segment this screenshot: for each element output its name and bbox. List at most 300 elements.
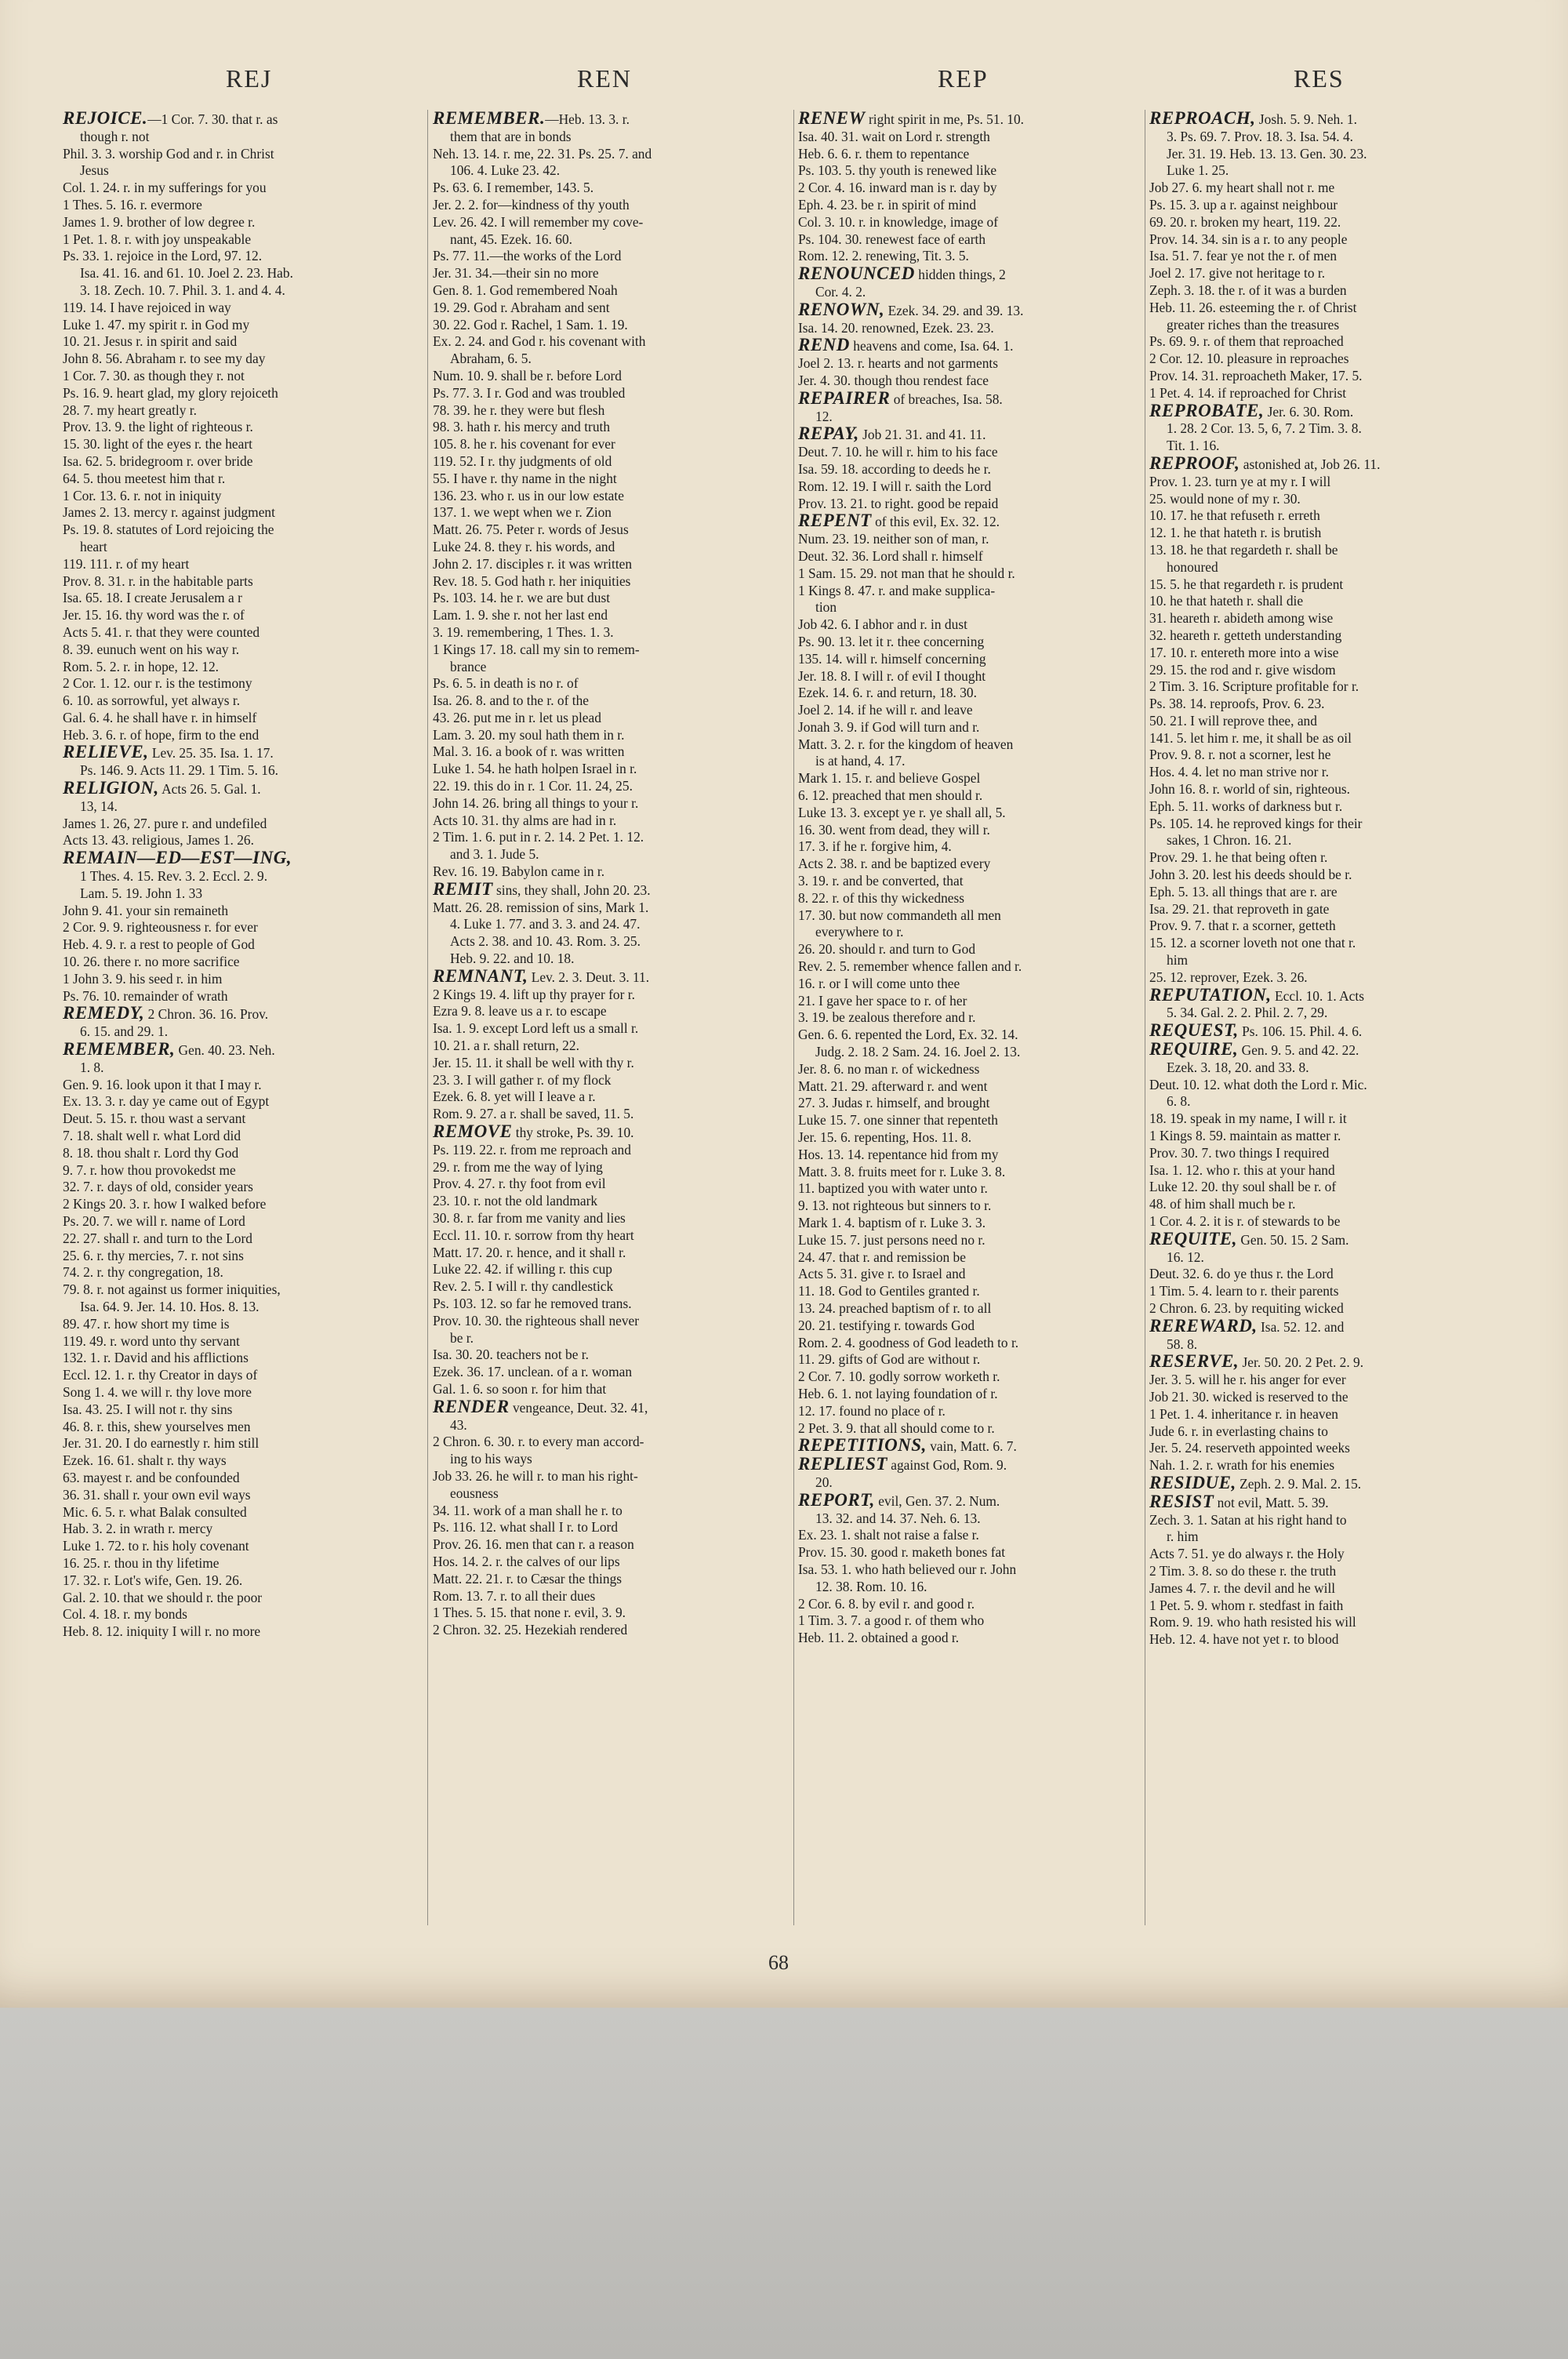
concordance-line: 32. 7. r. days of old, consider years xyxy=(63,1179,253,1195)
concordance-line: RESIST not evil, Matt. 5. 39. xyxy=(1149,1492,1329,1511)
concordance-line: Gal. 1. 6. so soon r. for him that xyxy=(433,1380,607,1397)
concordance-line: 1 John 3. 9. his seed r. in him xyxy=(63,970,223,987)
concordance-line: Ps. 105. 14. he reproved kings for their xyxy=(1149,815,1363,831)
concordance-line: 106. 4. Luke 23. 42. xyxy=(450,162,561,179)
concordance-line: Rom. 12. 19. I will r. saith the Lord xyxy=(798,478,992,494)
concordance-line: John 2. 17. disciples r. it was written xyxy=(433,555,633,572)
concordance-line: 135. 14. will r. himself concerning xyxy=(798,650,986,667)
concordance-line: 10. 21. Jesus r. in spirit and said xyxy=(63,333,238,350)
concordance-line: Deut. 32. 6. do ye thus r. the Lord xyxy=(1149,1266,1334,1282)
concordance-line: 17. 10. r. entereth more into a wise xyxy=(1149,644,1339,660)
concordance-line: 13, 14. xyxy=(80,798,118,814)
concordance-line: 10. he that hateth r. shall die xyxy=(1149,593,1304,609)
concordance-column-2 xyxy=(433,110,787,1937)
concordance-line: 119. 14. I have rejoiced in way xyxy=(63,299,231,315)
concordance-line: Eph. 5. 11. works of darkness but r. xyxy=(1149,798,1343,814)
concordance-line: Isa. 53. 1. who hath believed our r. John xyxy=(798,1561,1017,1577)
concordance-line: 26. 20. should r. and turn to God xyxy=(798,941,976,958)
concordance-line: him xyxy=(1167,952,1189,969)
concordance-line: 6. 12. preached that men should r. xyxy=(798,787,983,804)
column-rule xyxy=(427,110,428,1925)
concordance-line: REPUTATION, Eccl. 10. 1. Acts xyxy=(1149,986,1365,1005)
concordance-line: 119. 111. r. of my heart xyxy=(63,555,190,572)
concordance-line: though r. not xyxy=(80,128,150,144)
concordance-line: 12. 17. found no place of r. xyxy=(798,1402,946,1419)
concordance-line: Jer. 5. 24. reserveth appointed weeks xyxy=(1149,1440,1350,1456)
concordance-line: Tit. 1. 16. xyxy=(1167,438,1220,454)
concordance-line: Hab. 3. 2. in wrath r. mercy xyxy=(63,1521,213,1537)
concordance-line: Lam. 1. 9. she r. not her last end xyxy=(433,607,608,623)
concordance-line: 89. 47. r. how short my time is xyxy=(63,1315,230,1332)
concordance-line: 9. 7. r. how thou provokedst me xyxy=(63,1161,236,1178)
concordance-line: RENEW right spirit in me, Ps. 51. 10. xyxy=(798,110,1025,128)
concordance-line: 2 Cor. 4. 16. inward man is r. day by xyxy=(798,180,997,196)
concordance-line: Heb. 3. 6. r. of hope, firm to the end xyxy=(63,726,260,743)
concordance-line: 1 Thes. 5. 15. that none r. evil, 3. 9. xyxy=(433,1605,626,1621)
concordance-line: 2 Pet. 3. 9. that all should come to r. xyxy=(798,1419,995,1436)
concordance-line: REPROACH, Josh. 5. 9. Neh. 1. xyxy=(1149,110,1357,128)
concordance-line: 17. 32. r. Lot's wife, Gen. 19. 26. xyxy=(63,1572,243,1588)
concordance-line: REPENT of this evil, Ex. 32. 12. xyxy=(798,512,1000,531)
concordance-line: Prov. 10. 30. the righteous shall never xyxy=(433,1312,640,1329)
concordance-line: 13. 24. preached baptism of r. to all xyxy=(798,1299,992,1316)
concordance-line: Heb. 6. 6. r. them to repentance xyxy=(798,145,970,162)
concordance-line: 1 Tim. 3. 7. a good r. of them who xyxy=(798,1612,985,1629)
concordance-line: Luke 12. 20. thy soul shall be r. of xyxy=(1149,1179,1337,1195)
concordance-line: Luke 15. 7. one sinner that repenteth xyxy=(798,1112,998,1129)
concordance-line: Rom. 2. 4. goodness of God leadeth to r. xyxy=(798,1334,1019,1350)
concordance-line: Prov. 14. 34. sin is a r. to any people xyxy=(1149,231,1348,247)
concordance-line: Lev. 26. 42. I will remember my cove- xyxy=(433,213,644,230)
concordance-line: 7. 18. shalt well r. what Lord did xyxy=(63,1128,241,1144)
headword: REPLIEST xyxy=(798,1456,887,1474)
concordance-column-3 xyxy=(798,110,1152,1937)
concordance-line: Matt. 22. 21. r. to Cæsar the things xyxy=(433,1570,622,1587)
concordance-line: REPROBATE, Jer. 6. 30. Rom. xyxy=(1149,402,1354,420)
concordance-line: Matt. 3. 8. fruits meet for r. Luke 3. 8. xyxy=(798,1163,1006,1180)
concordance-line: Prov. 14. 31. reproacheth Maker, 17. 5. xyxy=(1149,367,1363,383)
concordance-line: 55. I have r. thy name in the night xyxy=(433,470,617,486)
concordance-line: Ezek. 16. 61. shalt r. thy ways xyxy=(63,1452,227,1469)
headword: REQUIRE, xyxy=(1149,1041,1239,1060)
concordance-line: Ps. 104. 30. renewest face of earth xyxy=(798,231,986,247)
concordance-line: REPAY, Job 21. 31. and 41. 11. xyxy=(798,425,986,444)
headword: REMEMBER. xyxy=(433,110,546,128)
concordance-line: James 2. 13. mercy r. against judgment xyxy=(63,504,275,521)
concordance-line: REND heavens and come, Isa. 64. 1. xyxy=(798,336,1014,355)
concordance-line: eousness xyxy=(450,1485,499,1501)
concordance-line: Cor. 4. 2. xyxy=(815,283,866,300)
concordance-line: 141. 5. let him r. me, it shall be as oil xyxy=(1149,729,1352,746)
concordance-line: 1 Thes. 5. 16. r. evermore xyxy=(63,196,202,213)
concordance-line: 8. 39. eunuch went on his way r. xyxy=(63,641,240,657)
concordance-line: REMEMBER, Gen. 40. 23. Neh. xyxy=(63,1041,275,1060)
concordance-line: Jer. 2. 2. for—kindness of thy youth xyxy=(433,196,630,213)
concordance-line: REMNANT, Lev. 2. 3. Deut. 3. 11. xyxy=(433,967,650,986)
concordance-line: 8. 18. thou shalt r. Lord thy God xyxy=(63,1144,239,1161)
concordance-line: and 3. 1. Jude 5. xyxy=(450,846,539,863)
concordance-line: John 3. 20. lest his deeds should be r. xyxy=(1149,867,1352,883)
concordance-line: Jesus xyxy=(80,162,109,179)
concordance-line: Deut. 32. 36. Lord shall r. himself xyxy=(798,547,983,564)
concordance-line: Ps. 119. 22. r. from me reproach and xyxy=(433,1141,631,1158)
concordance-line: 30. 8. r. far from me vanity and lies xyxy=(433,1210,626,1226)
concordance-line: Isa. 14. 20. renowned, Ezek. 23. 23. xyxy=(798,319,994,336)
running-header-1: REJ xyxy=(226,64,273,93)
concordance-line: Prov. 13. 9. the light of righteous r. xyxy=(63,419,253,435)
concordance-line: 25. 12. reprover, Ezek. 3. 26. xyxy=(1149,969,1308,985)
concordance-line: Gal. 6. 4. he shall have r. in himself xyxy=(63,709,257,725)
concordance-line: Heb. 4. 9. r. a rest to people of God xyxy=(63,936,255,953)
concordance-line: 1. 28. 2 Cor. 13. 5, 6, 7. 2 Tim. 3. 8. xyxy=(1167,420,1362,437)
concordance-line: 12. xyxy=(815,408,833,424)
running-header-4: RES xyxy=(1294,64,1345,93)
concordance-line: REJOICE.—1 Cor. 7. 30. that r. as xyxy=(63,110,278,128)
concordance-line: 2 Chron. 32. 25. Hezekiah rendered xyxy=(433,1622,628,1638)
background-surface xyxy=(0,2008,1568,2359)
concordance-line: 22. 27. shall r. and turn to the Lord xyxy=(63,1230,252,1246)
concordance-line: REREWARD, Isa. 52. 12. and xyxy=(1149,1317,1345,1336)
concordance-column-4 xyxy=(1149,110,1504,1937)
concordance-line: Acts 13. 43. religious, James 1. 26. xyxy=(63,832,254,849)
concordance-line: 58. 8. xyxy=(1167,1336,1198,1352)
concordance-line: 2 Tim. 1. 6. put in r. 2. 14. 2 Pet. 1. 12. xyxy=(433,829,644,845)
headword: REQUEST, xyxy=(1149,1022,1239,1041)
concordance-line: Prov. 15. 30. good r. maketh bones fat xyxy=(798,1544,1006,1561)
concordance-line: Matt. 26. 28. remission of sins, Mark 1. xyxy=(433,899,649,915)
concordance-line: Ps. 116. 12. what shall I r. to Lord xyxy=(433,1519,619,1536)
concordance-line: 64. 5. thou meetest him that r. xyxy=(63,470,226,486)
concordance-line: Acts 5. 31. give r. to Israel and xyxy=(798,1266,966,1282)
concordance-line: Isa. 1. 12. who r. this at your hand xyxy=(1149,1161,1335,1178)
concordance-line: 1 Cor. 13. 6. r. not in iniquity xyxy=(63,487,222,503)
concordance-line: 105. 8. he r. his covenant for ever xyxy=(433,436,615,453)
concordance-line: 20. xyxy=(815,1474,833,1490)
concordance-line: Job 42. 6. I abhor and r. in dust xyxy=(798,616,967,633)
headword: RESERVE, xyxy=(1149,1353,1240,1372)
concordance-line: 18. 19. speak in my name, I will r. it xyxy=(1149,1110,1347,1127)
concordance-line: 28. 7. my heart greatly r. xyxy=(63,402,197,418)
concordance-line: greater riches than the treasures xyxy=(1167,316,1340,333)
concordance-line: Jer. 31. 34.—their sin no more xyxy=(433,265,599,282)
concordance-line: John 16. 8. r. world of sin, righteous. xyxy=(1149,781,1351,798)
concordance-line: Rom. 13. 7. r. to all their dues xyxy=(433,1587,596,1604)
concordance-line: Ex. 23. 1. shalt not raise a false r. xyxy=(798,1527,979,1543)
concordance-line: 22. 19. this do in r. 1 Cor. 11. 24, 25. xyxy=(433,778,633,794)
concordance-line: Mic. 6. 5. r. what Balak consulted xyxy=(63,1503,247,1520)
concordance-line: Prov. 26. 16. men that can r. a reason xyxy=(433,1536,634,1553)
concordance-line: Prov. 9. 7. that r. a scorner, getteth xyxy=(1149,918,1336,934)
concordance-line: Jer. 15. 6. repenting, Hos. 11. 8. xyxy=(798,1129,972,1146)
headword: REMEDY, xyxy=(63,1005,145,1023)
concordance-line: 2 Cor. 9. 9. righteousness r. for ever xyxy=(63,919,258,936)
concordance-line: 2 Tim. 3. 16. Scripture profitable for r. xyxy=(1149,678,1359,695)
concordance-line: Ps. 103. 14. he r. we are but dust xyxy=(433,590,611,606)
concordance-line: 15. 30. light of the eyes r. the heart xyxy=(63,436,252,453)
concordance-line: 10. 17. he that refuseth r. erreth xyxy=(1149,507,1320,524)
concordance-line: Phil. 3. 3. worship God and r. in Christ xyxy=(63,145,274,162)
concordance-line: Rev. 2. 5. I will r. thy candlestick xyxy=(433,1278,614,1295)
concordance-column-1 xyxy=(63,110,417,1937)
concordance-line: 119. 52. I r. thy judgments of old xyxy=(433,453,612,469)
concordance-line: 19. 29. God r. Abraham and sent xyxy=(433,299,610,315)
concordance-line: 2 Cor. 12. 10. pleasure in reproaches xyxy=(1149,351,1349,367)
concordance-line: Gen. 6. 6. repented the Lord, Ex. 32. 14. xyxy=(798,1027,1018,1043)
concordance-line: Neh. 13. 14. r. me, 22. 31. Ps. 25. 7. and xyxy=(433,145,652,162)
concordance-line: Isa. 30. 20. teachers not be r. xyxy=(433,1347,589,1363)
concordance-line: REMEMBER.—Heb. 13. 3. r. xyxy=(433,110,630,128)
concordance-line: Prov. 4. 27. r. thy foot from evil xyxy=(433,1176,606,1192)
concordance-line: Ps. 33. 1. rejoice in the Lord, 97. 12. xyxy=(63,248,263,264)
concordance-line: Acts 2. 38. and 10. 43. Rom. 3. 25. xyxy=(450,933,641,950)
concordance-line: 8. 22. r. of this thy wickedness xyxy=(798,889,965,906)
headword: REMOVE xyxy=(433,1123,513,1142)
concordance-line: John 9. 41. your sin remaineth xyxy=(63,902,229,918)
concordance-line: sakes, 1 Chron. 16. 21. xyxy=(1167,832,1292,849)
concordance-line: 2 Cor. 6. 8. by evil r. and good r. xyxy=(798,1595,975,1612)
concordance-line: Luke 15. 7. just persons need no r. xyxy=(798,1231,985,1248)
concordance-line: 3. Ps. 69. 7. Prov. 18. 3. Isa. 54. 4. xyxy=(1167,128,1353,144)
concordance-line: Isa. 65. 18. I create Jerusalem a r xyxy=(63,590,242,606)
concordance-line: Jer. 31. 20. I do earnestly r. him still xyxy=(63,1435,260,1452)
concordance-line: John 14. 26. bring all things to your r. xyxy=(433,794,639,811)
headword: REND xyxy=(798,336,850,355)
concordance-line: 11. baptized you with water unto r. xyxy=(798,1180,988,1197)
concordance-line: Matt. 26. 75. Peter r. words of Jesus xyxy=(433,522,629,538)
concordance-line: 31. heareth r. abideth among wise xyxy=(1149,610,1334,627)
concordance-line: 12. 38. Rom. 10. 16. xyxy=(815,1578,927,1594)
concordance-line: 2 Chron. 6. 30. r. to every man accord- xyxy=(433,1434,644,1450)
concordance-line: Gen. 9. 16. look upon it that I may r. xyxy=(63,1076,262,1092)
concordance-line: 24. 47. that r. and remission be xyxy=(798,1249,966,1265)
concordance-line: 50. 21. I will reprove thee, and xyxy=(1149,712,1317,729)
concordance-line: Job 21. 30. wicked is reserved to the xyxy=(1149,1388,1348,1405)
concordance-line: 2 Kings 19. 4. lift up thy prayer for r. xyxy=(433,986,635,1002)
concordance-line: RENOUNCED hidden things, 2 xyxy=(798,265,1006,284)
concordance-line: Hos. 14. 2. r. the calves of our lips xyxy=(433,1553,620,1569)
concordance-line: Jer. 18. 8. I will r. of evil I thought xyxy=(798,667,986,684)
concordance-line: Acts 2. 38. r. and be baptized every xyxy=(798,856,991,872)
concordance-line: 13. 18. he that regardeth r. shall be xyxy=(1149,541,1338,558)
concordance-line: Ps. 76. 10. remainder of wrath xyxy=(63,987,228,1004)
concordance-line: 16. 12. xyxy=(1167,1249,1204,1265)
concordance-line: 2 Tim. 3. 8. so do these r. the truth xyxy=(1149,1562,1337,1579)
concordance-line: Hos. 4. 4. let no man strive nor r. xyxy=(1149,764,1329,780)
concordance-line: Rom. 9. 19. who hath resisted his will xyxy=(1149,1614,1356,1630)
concordance-line: 2 Chron. 6. 23. by requiting wicked xyxy=(1149,1299,1344,1316)
concordance-line: 34. 11. work of a man shall he r. to xyxy=(433,1502,622,1518)
concordance-line: be r. xyxy=(450,1329,474,1346)
concordance-line: 63. mayest r. and be confounded xyxy=(63,1469,240,1485)
concordance-line: James 1. 26, 27. pure r. and undefiled xyxy=(63,815,267,831)
concordance-line: Heb. 11. 2. obtained a good r. xyxy=(798,1630,960,1646)
concordance-line: 43. xyxy=(450,1416,467,1433)
concordance-line: brance xyxy=(450,658,487,674)
concordance-line: 1 Sam. 15. 29. not man that he should r. xyxy=(798,565,1015,581)
concordance-line: 17. 3. if he r. forgive him, 4. xyxy=(798,838,952,855)
concordance-line: Ps. 103. 12. so far he removed trans. xyxy=(433,1295,632,1311)
concordance-line: RESERVE, Jer. 50. 20. 2 Pet. 2. 9. xyxy=(1149,1353,1364,1372)
concordance-line: Matt. 17. 20. r. hence, and it shall r. xyxy=(433,1244,626,1260)
concordance-line: Ps. 20. 7. we will r. name of Lord xyxy=(63,1213,245,1229)
concordance-line: Jer. 4. 30. though thou rendest face xyxy=(798,372,989,388)
concordance-line: Hos. 13. 14. repentance hid from my xyxy=(798,1146,999,1162)
concordance-line: Ezek. 36. 17. unclean. of a r. woman xyxy=(433,1364,633,1380)
concordance-line: Isa. 64. 9. Jer. 14. 10. Hos. 8. 13. xyxy=(80,1298,260,1314)
concordance-line: Deut. 10. 12. what doth the Lord r. Mic. xyxy=(1149,1076,1367,1092)
concordance-line: 1 Pet. 4. 14. if reproached for Christ xyxy=(1149,384,1347,401)
concordance-line: Rev. 16. 19. Babylon came in r. xyxy=(433,863,605,880)
concordance-line: REPLIEST against God, Rom. 9. xyxy=(798,1456,1007,1474)
concordance-line: Acts 10. 31. thy alms are had in r. xyxy=(433,812,617,828)
concordance-line: Ps. 6. 5. in death is no r. of xyxy=(433,675,579,692)
concordance-line: Judg. 2. 18. 2 Sam. 24. 16. Joel 2. 13. xyxy=(815,1044,1021,1060)
concordance-line: Acts 5. 41. r. that they were counted xyxy=(63,623,260,640)
concordance-line: Job 33. 26. he will r. to man his right- xyxy=(433,1467,638,1484)
concordance-line: 32. heareth r. getteth understanding xyxy=(1149,627,1342,643)
concordance-line: Ps. 19. 8. statutes of Lord rejoicing the xyxy=(63,522,274,538)
concordance-line: 4. Luke 1. 77. and 3. 3. and 24. 47. xyxy=(450,916,641,932)
headword: REPAY, xyxy=(798,425,859,444)
concordance-line: Luke 22. 42. if willing r. this cup xyxy=(433,1261,612,1278)
concordance-line: 137. 1. we wept when we r. Zion xyxy=(433,504,612,521)
concordance-line: 3. 19. remembering, 1 Thes. 1. 3. xyxy=(433,623,614,640)
concordance-line: Isa. 62. 5. bridegroom r. over bride xyxy=(63,453,253,469)
concordance-line: Ps. 63. 6. I remember, 143. 5. xyxy=(433,180,594,196)
headword: RENOWN, xyxy=(798,300,885,319)
concordance-line: 21. I gave her space to r. of her xyxy=(798,992,967,1009)
concordance-line: Jer. 31. 19. Heb. 13. 13. Gen. 30. 23. xyxy=(1167,145,1367,162)
concordance-line: REQUEST, Ps. 106. 15. Phil. 4. 6. xyxy=(1149,1022,1363,1041)
concordance-line: Song 1. 4. we will r. thy love more xyxy=(63,1383,252,1400)
concordance-line: 29. 15. the rod and r. give wisdom xyxy=(1149,661,1336,678)
concordance-line: Col. 1. 24. r. in my sufferings for you xyxy=(63,180,267,196)
concordance-line xyxy=(63,849,417,868)
concordance-line: 23. 3. I will gather r. of my flock xyxy=(433,1071,612,1088)
concordance-line: Heb. 11. 26. esteeming the r. of Christ xyxy=(1149,299,1357,315)
concordance-line: Eph. 5. 13. all things that are r. are xyxy=(1149,883,1338,900)
concordance-line: 74. 2. r. thy congregation, 18. xyxy=(63,1264,223,1281)
concordance-line: Rom. 9. 27. a r. shall be saved, 11. 5. xyxy=(433,1106,634,1122)
concordance-line: 6. 8. xyxy=(1167,1093,1191,1110)
concordance-line: 69. 20. r. broken my heart, 119. 22. xyxy=(1149,213,1341,230)
concordance-line: Eccl. 11. 10. r. sorrow from thy heart xyxy=(433,1227,634,1243)
headword: REQUITE, xyxy=(1149,1230,1237,1249)
concordance-line: 20. 21. testifying r. towards God xyxy=(798,1317,975,1333)
concordance-line: Luke 1. 25. xyxy=(1167,162,1229,179)
concordance-line: Ps. 15. 3. up a r. against neighbour xyxy=(1149,196,1338,213)
concordance-line: Isa. 29. 21. that reproveth in gate xyxy=(1149,900,1330,917)
concordance-line: Isa. 26. 8. and to the r. of the xyxy=(433,692,589,709)
concordance-line: 1 Kings 8. 59. maintain as matter r. xyxy=(1149,1128,1341,1144)
concordance-line: 3. 19. be zealous therefore and r. xyxy=(798,1009,976,1026)
concordance-line: 1 Pet. 1. 8. r. with joy unspeakable xyxy=(63,231,252,247)
concordance-line: Heb. 6. 1. not laying foundation of r. xyxy=(798,1385,998,1401)
concordance-line: heart xyxy=(80,538,107,554)
headword: RELIEVE, xyxy=(63,743,149,762)
concordance-line: is at hand, 4. 17. xyxy=(815,753,906,769)
headword: RENDER xyxy=(433,1398,510,1416)
concordance-line: Prov. 9. 8. r. not a scorner, lest he xyxy=(1149,747,1331,763)
running-header-2: REN xyxy=(577,64,632,93)
concordance-line: Jer. 15. 11. it shall be well with thy r. xyxy=(433,1054,634,1070)
concordance-line: Ex. 13. 3. r. day ye came out of Egypt xyxy=(63,1093,270,1110)
concordance-line: 1 Pet. 1. 4. inheritance r. in heaven xyxy=(1149,1405,1338,1422)
headword: RELIGION, xyxy=(63,780,159,798)
headword: REMEMBER, xyxy=(63,1041,176,1060)
concordance-line: Joel 2. 17. give not heritage to r. xyxy=(1149,265,1326,282)
concordance-line: Jer. 3. 5. will he r. his anger for ever xyxy=(1149,1372,1346,1388)
concordance-line: 48. of him shall much be r. xyxy=(1149,1196,1296,1212)
concordance-line: REPAIRER of breaches, Isa. 58. xyxy=(798,389,1003,408)
concordance-line: Job 27. 6. my heart shall not r. me xyxy=(1149,180,1335,196)
headword: REJOICE. xyxy=(63,110,148,128)
concordance-line: Heb. 8. 12. iniquity I will r. no more xyxy=(63,1623,261,1640)
concordance-line: 136. 23. who r. us in our low estate xyxy=(433,487,624,503)
headword: REMNANT, xyxy=(433,967,528,986)
concordance-line: Mal. 3. 16. a book of r. was written xyxy=(433,743,625,760)
headword: REPENT xyxy=(798,512,872,531)
concordance-line: Luke 1. 47. my spirit r. in God my xyxy=(63,316,250,333)
concordance-line: Ps. 38. 14. reproofs, Prov. 6. 23. xyxy=(1149,696,1325,712)
concordance-line: Prov. 29. 1. he that being often r. xyxy=(1149,849,1328,866)
concordance-line: Isa. 1. 9. except Lord left us a small r. xyxy=(433,1020,639,1037)
concordance-line: Lam. 3. 20. my soul hath them in r. xyxy=(433,726,625,743)
concordance-line: Ps. 146. 9. Acts 11. 29. 1 Tim. 5. 16. xyxy=(80,762,279,779)
concordance-line: Joel 2. 14. if he will r. and leave xyxy=(798,702,973,718)
headword: REMIT xyxy=(433,880,493,899)
concordance-line: Eccl. 12. 1. r. thy Creator in days of xyxy=(63,1367,258,1383)
concordance-line: Eph. 4. 23. be r. in spirit of mind xyxy=(798,196,977,213)
concordance-line: Luke 13. 3. except ye r. ye shall all, 5. xyxy=(798,804,1006,820)
headword: REPROOF, xyxy=(1149,454,1240,473)
concordance-line: Ps. 69. 9. r. of them that reproached xyxy=(1149,333,1344,350)
page-number: 68 xyxy=(768,1951,789,1974)
headword: REPAIRER xyxy=(798,389,891,408)
concordance-line: REPORT, evil, Gen. 37. 2. Num. xyxy=(798,1491,1000,1510)
concordance-line: 15. 5. he that regardeth r. is prudent xyxy=(1149,576,1344,592)
concordance-line: John 8. 56. Abraham r. to see my day xyxy=(63,351,266,367)
concordance-line: Ex. 2. 24. and God r. his covenant with xyxy=(433,333,646,350)
concordance-line: Prov. 13. 21. to right. good be repaid xyxy=(798,495,999,511)
headword: REPETITIONS, xyxy=(798,1437,927,1456)
concordance-line: RESIDUE, Zeph. 2. 9. Mal. 2. 15. xyxy=(1149,1474,1362,1492)
concordance-line: Ps. 103. 5. thy youth is renewed like xyxy=(798,162,997,179)
concordance-line: 6. 10. as sorrowful, yet always r. xyxy=(63,692,241,709)
concordance-line: 132. 1. r. David and his afflictions xyxy=(63,1350,249,1366)
concordance-line: Ps. 77. 11.—the works of the Lord xyxy=(433,248,622,264)
concordance-line: 17. 30. but now commandeth all men xyxy=(798,907,1001,923)
headword: REREWARD, xyxy=(1149,1317,1258,1336)
concordance-line: tion xyxy=(815,599,837,616)
concordance-line: 11. 29. gifts of God are without r. xyxy=(798,1351,981,1368)
concordance-line: RENDER vengeance, Deut. 32. 41, xyxy=(433,1398,648,1416)
concordance-line: 98. 3. hath r. his mercy and truth xyxy=(433,419,611,435)
concordance-line: Nah. 1. 2. r. wrath for his enemies xyxy=(1149,1457,1335,1474)
concordance-line: Rev. 18. 5. God hath r. her iniquities xyxy=(433,572,631,589)
concordance-line: Lam. 5. 19. John 1. 33 xyxy=(80,885,203,901)
concordance-line: Mark 1. 15. r. and believe Gospel xyxy=(798,770,981,787)
concordance-line: 1 Kings 17. 18. call my sin to remem- xyxy=(433,641,640,657)
headword: RENOUNCED xyxy=(798,265,915,284)
concordance-line: 25. 6. r. thy mercies, 7. r. not sins xyxy=(63,1247,244,1263)
concordance-line: 36. 31. shall r. your own evil ways xyxy=(63,1486,251,1503)
concordance-line: Ezra 9. 8. leave us a r. to escape xyxy=(433,1003,607,1020)
concordance-line: ing to his ways xyxy=(450,1451,532,1467)
concordance-line: James 1. 9. brother of low degree r. xyxy=(63,213,256,230)
headword: RESIST xyxy=(1149,1492,1214,1511)
concordance-line: 119. 49. r. word unto thy servant xyxy=(63,1332,240,1349)
